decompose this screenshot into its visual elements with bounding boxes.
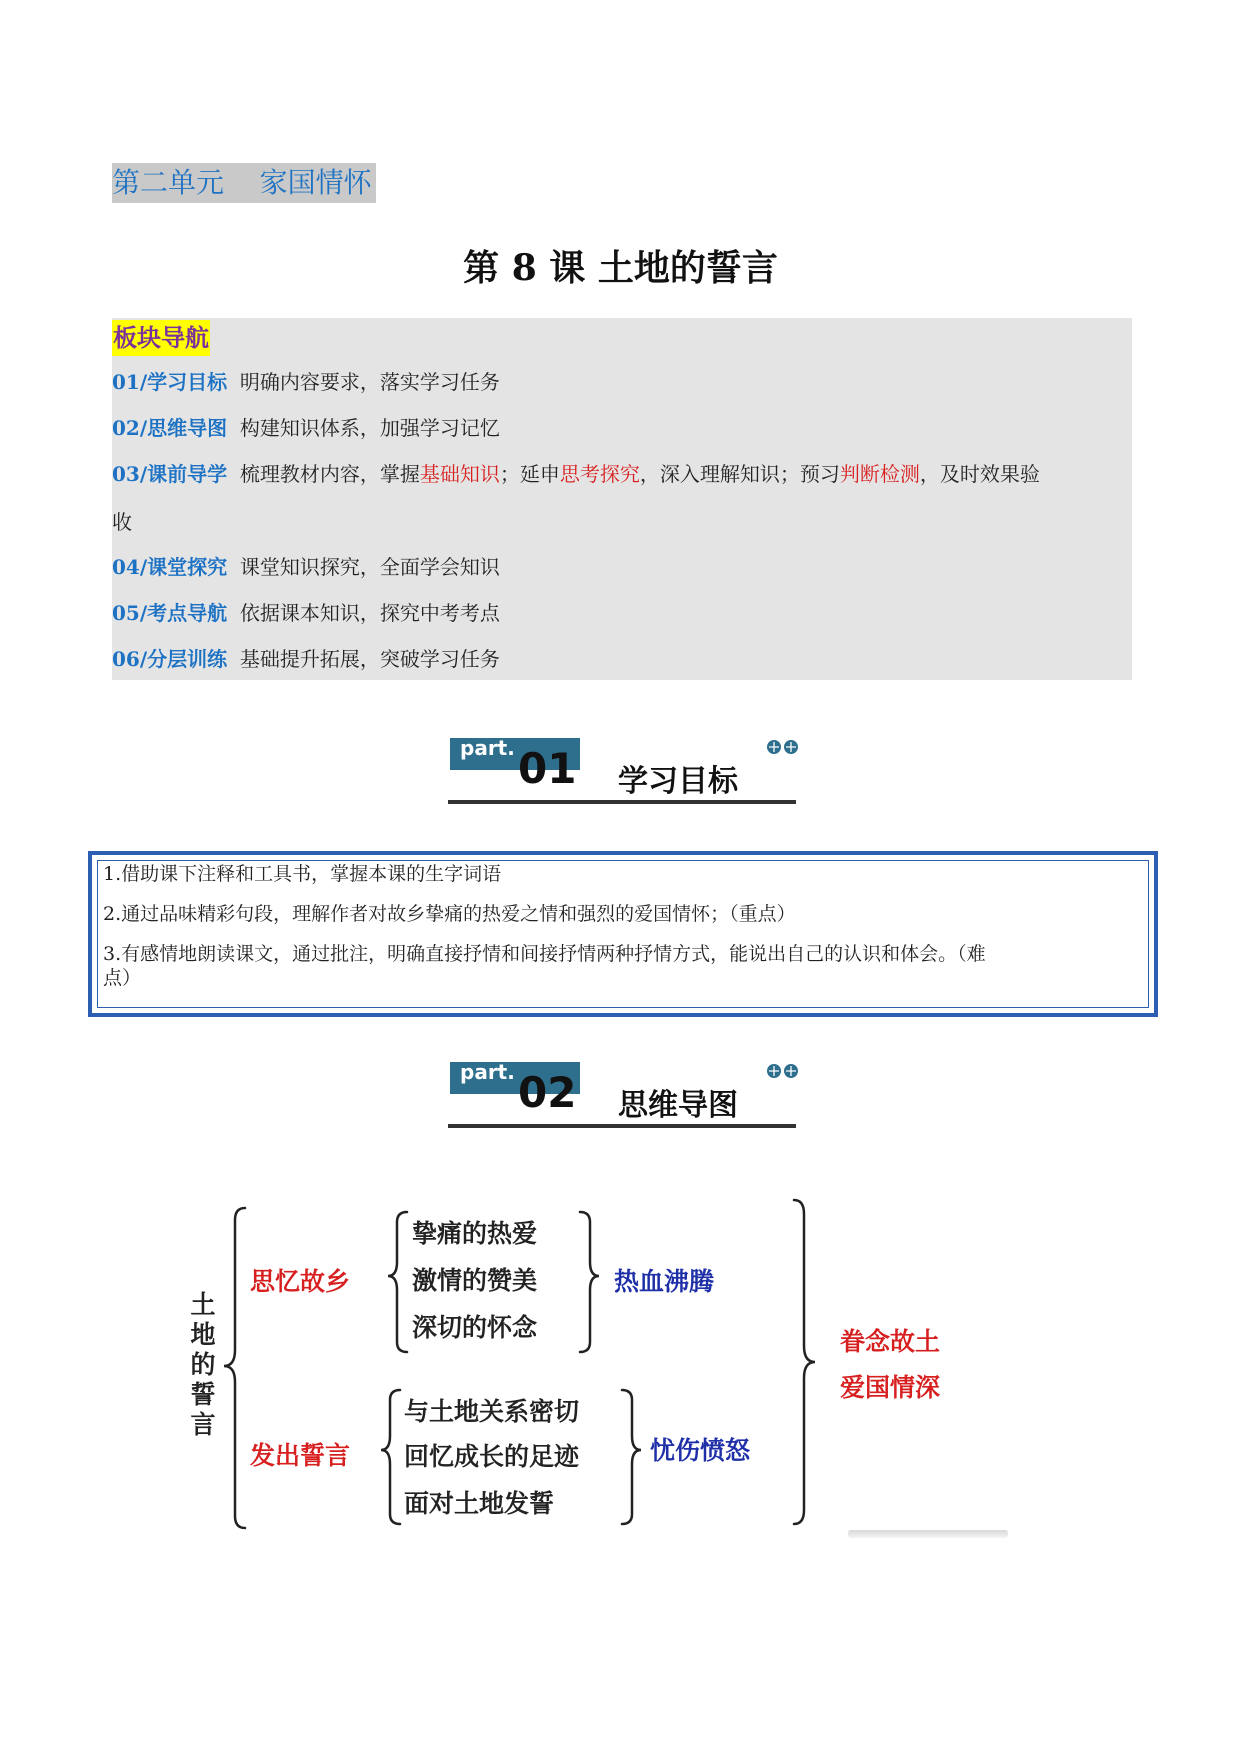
- branch2-item-3: 面对土地发誓: [404, 1489, 555, 1518]
- nav-item-text: ，深入理解知识；预习: [639, 462, 840, 486]
- goal-3-continuation: 点）: [103, 967, 142, 989]
- nav-item-text: ；延申: [499, 462, 560, 486]
- nav-item-text: ，及时效果验: [919, 462, 1040, 486]
- nav-item-text: 课堂知识探究，全面学会知识: [239, 555, 500, 579]
- nav-item-03-continuation: 收: [112, 510, 132, 534]
- branch2-close-brace: [622, 1390, 641, 1524]
- nav-item-code: 03/课前导学: [112, 462, 228, 486]
- nav-item-code: 05/考点导航: [112, 601, 228, 625]
- branch2-item-2: 回忆成长的足迹: [404, 1442, 580, 1471]
- part-number: 02: [518, 1068, 577, 1117]
- nav-item-text: 基础提升拓展，突破学习任务: [239, 647, 500, 671]
- conclusion-line-2: 爱国情深: [840, 1373, 941, 1402]
- branch1-close-brace: [580, 1212, 599, 1352]
- nav-item-code: 06/分层训练: [112, 647, 228, 671]
- nav-highlight: 判断检测: [839, 462, 920, 486]
- part-tag: part.: [460, 736, 515, 760]
- nav-item-code: 01/学习目标: [112, 370, 228, 394]
- branch2-item-1: 与土地关系密切: [404, 1397, 580, 1426]
- lesson-title: 第 8 课 土地的誓言: [463, 247, 778, 289]
- nav-item-text: 依据课本知识，探究中考考点: [239, 601, 500, 625]
- part-tag: part.: [460, 1060, 515, 1084]
- nav-item-code: 02/思维导图: [112, 416, 228, 440]
- goal-1: 1.借助课下注释和工具书，掌握本课的生字词语: [103, 863, 502, 885]
- part-title: 思维导图: [618, 1088, 738, 1123]
- branch1-summary: 热血沸腾: [614, 1267, 715, 1296]
- branch1-item-2: 激情的赞美: [412, 1266, 538, 1295]
- conclusion-brace: [794, 1200, 815, 1524]
- branch2-label: 发出誓言: [250, 1441, 351, 1470]
- conclusion-line-1: 眷念故土: [840, 1327, 941, 1356]
- image-edge-shadow: [848, 1530, 1008, 1538]
- nav-highlight: 基础知识: [419, 462, 500, 486]
- goal-3: 3.有感情地朗读课文，通过批注，明确直接抒情和间接抒情两种抒情方式，能说出自己的认识和体会。（难: [103, 943, 986, 965]
- nav-item-text: 明确内容要求，落实学习任务: [239, 370, 500, 394]
- root-brace: [224, 1208, 245, 1528]
- branch1-item-3: 深切的怀念: [412, 1313, 538, 1342]
- mindmap-root: 土地的誓言: [190, 1290, 216, 1439]
- goal-2: 2.通过品味精彩句段，理解作者对故乡挚痛的热爱之情和强烈的爱国情怀；（重点）: [103, 903, 796, 925]
- branch1-label: 思忆故乡: [250, 1267, 351, 1296]
- nav-highlight: 思考探究: [559, 462, 640, 486]
- branch2-brace: [381, 1390, 400, 1524]
- part-number: 01: [518, 744, 577, 793]
- branch1-item-1: 挚痛的热爱: [412, 1219, 538, 1248]
- nav-item-text: 梳理教材内容，掌握: [239, 462, 420, 486]
- unit-title: 第二单元 家国情怀: [112, 163, 376, 203]
- navigation-heading: 板块导航: [112, 320, 210, 356]
- branch2-summary: 忧伤愤怒: [650, 1436, 751, 1465]
- nav-item-text: 构建知识体系，加强学习记忆: [239, 416, 500, 440]
- nav-item-code: 04/课堂探究: [112, 555, 228, 579]
- branch1-brace: [388, 1212, 407, 1352]
- part-title: 学习目标: [618, 764, 738, 799]
